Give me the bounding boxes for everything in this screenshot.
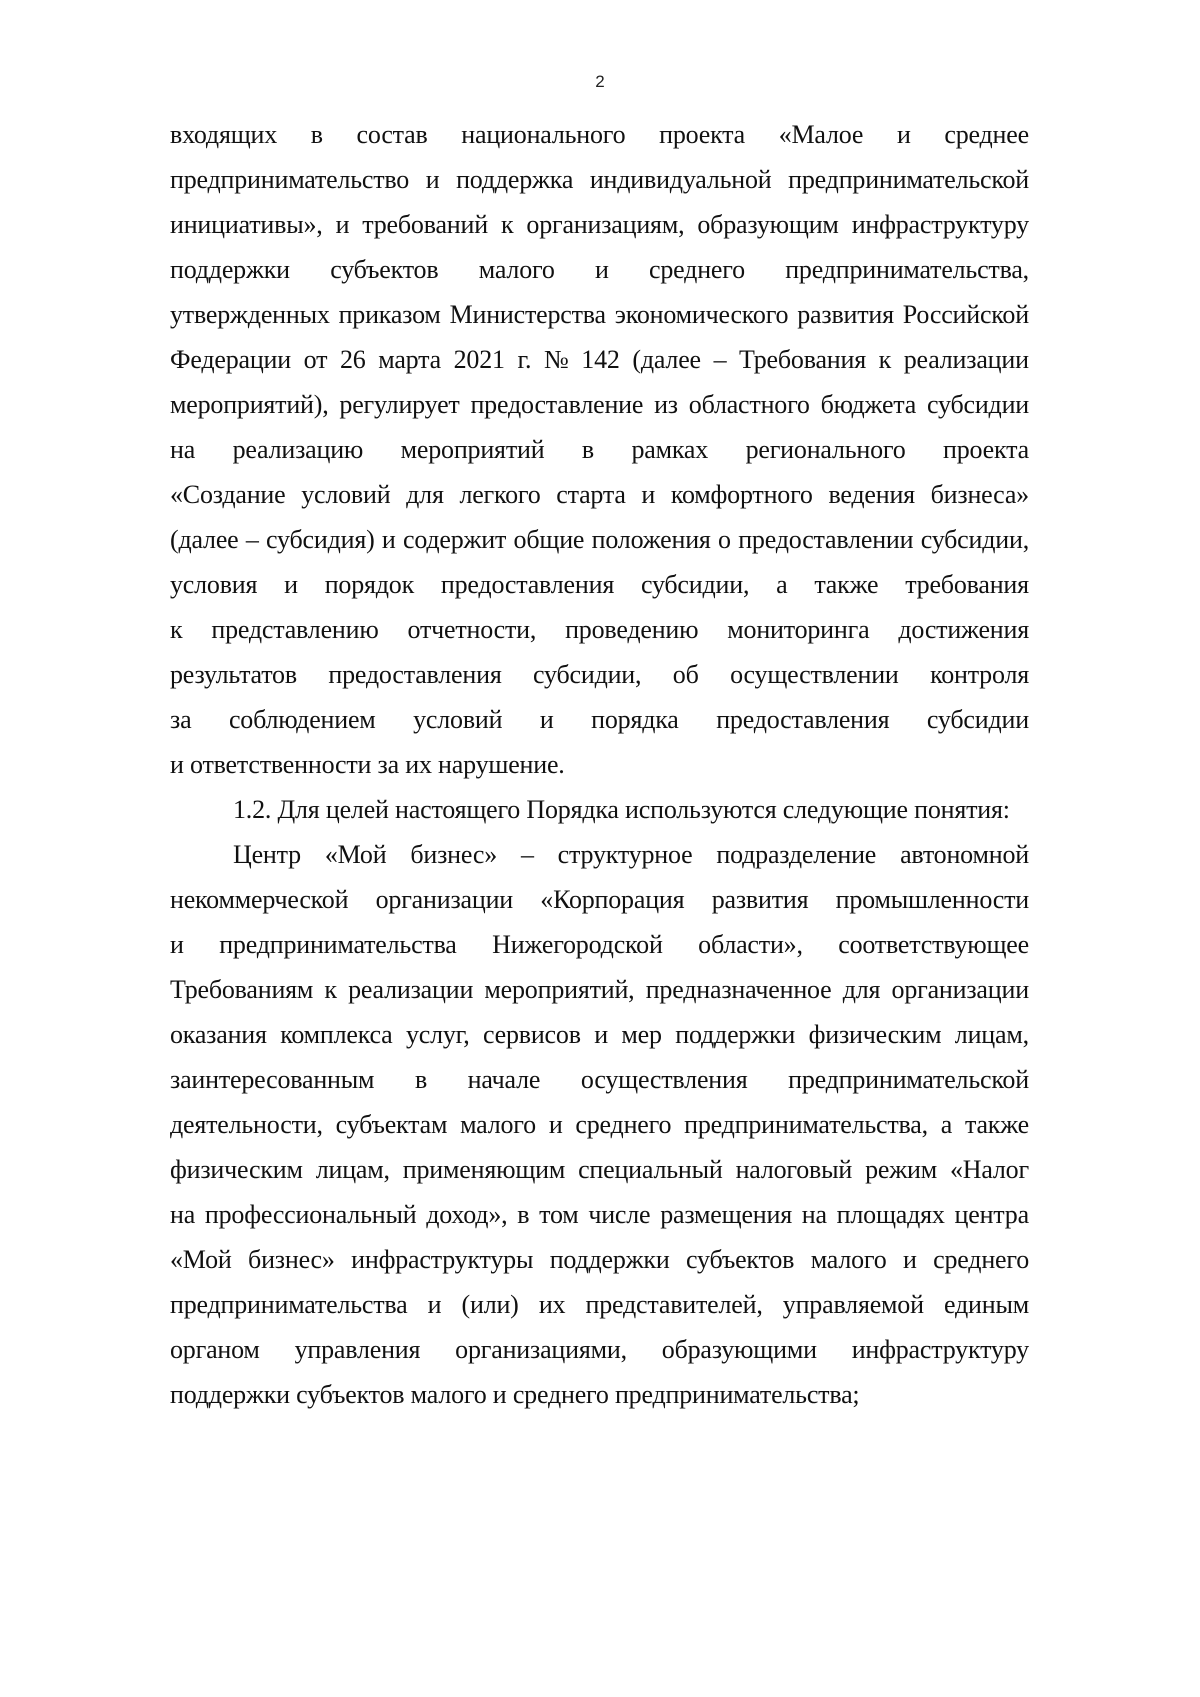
word: порядка bbox=[591, 705, 679, 734]
word: органом bbox=[170, 1335, 260, 1364]
text-line bbox=[170, 1151, 1029, 1196]
word: сервисов bbox=[482, 1020, 581, 1049]
word: поддержки bbox=[675, 1020, 796, 1049]
word: в bbox=[581, 435, 594, 464]
word: лицам, bbox=[315, 1155, 390, 1184]
word: и bbox=[425, 165, 440, 194]
word: реализацию bbox=[232, 435, 364, 464]
document-body bbox=[170, 116, 1029, 1421]
word: малого bbox=[478, 255, 555, 284]
word: марта bbox=[378, 345, 441, 374]
word: предпринимательства, bbox=[684, 1110, 928, 1139]
word: мониторинга bbox=[727, 615, 870, 644]
word: на bbox=[801, 1200, 827, 1229]
word: субъектов bbox=[686, 1245, 795, 1274]
text-line bbox=[170, 926, 1029, 971]
word: и bbox=[284, 570, 298, 599]
word: представителей, bbox=[585, 1290, 763, 1319]
word: «Малое bbox=[778, 120, 864, 149]
word: утвержденных bbox=[170, 300, 330, 329]
word: реализации bbox=[348, 975, 474, 1004]
text-line bbox=[170, 971, 1029, 1016]
word: контроля bbox=[930, 660, 1029, 689]
word: том bbox=[539, 1200, 579, 1229]
word: инициативы», bbox=[170, 210, 323, 239]
word: условий bbox=[413, 705, 503, 734]
word: легкого bbox=[459, 480, 541, 509]
text-line bbox=[170, 611, 1029, 656]
word: управляемой bbox=[782, 1290, 924, 1319]
word: Нижегородской bbox=[492, 930, 663, 959]
word: налоговый bbox=[735, 1155, 853, 1184]
word: их bbox=[538, 1290, 566, 1319]
word: физическим bbox=[808, 1020, 942, 1049]
word: достижения bbox=[898, 615, 1029, 644]
text-line bbox=[170, 566, 1029, 611]
word: Министерства bbox=[449, 300, 606, 329]
text-line: 1.2. Для целей настоящего Порядка используются следующие понятия: bbox=[233, 795, 1010, 824]
word: а bbox=[940, 1110, 953, 1139]
text-line bbox=[170, 656, 1029, 701]
word: заинтересованным bbox=[170, 1065, 375, 1094]
word: за bbox=[170, 705, 192, 734]
word: субсидии, bbox=[533, 660, 642, 689]
word: и bbox=[641, 480, 656, 509]
word: также bbox=[964, 1110, 1029, 1139]
word: общие bbox=[513, 525, 585, 554]
word: образующими bbox=[661, 1335, 817, 1364]
word: профессиональный bbox=[204, 1200, 417, 1229]
word: мер bbox=[621, 1020, 662, 1049]
word: индивидуальной bbox=[589, 165, 772, 194]
word: «Налог bbox=[949, 1155, 1029, 1184]
word: предпринимательской bbox=[788, 1065, 1029, 1094]
word: среднего bbox=[575, 1110, 672, 1139]
word: доход», bbox=[426, 1200, 508, 1229]
word: поддержки bbox=[170, 255, 290, 284]
word: Российской bbox=[902, 300, 1029, 329]
word: инфраструктуру bbox=[851, 1335, 1029, 1364]
word: развития bbox=[797, 300, 894, 329]
word: регионального bbox=[745, 435, 906, 464]
word: а bbox=[776, 570, 788, 599]
word: начале bbox=[467, 1065, 541, 1094]
word: применяющим bbox=[402, 1155, 566, 1184]
word: предпринимательства bbox=[219, 930, 457, 959]
word: мероприятий, bbox=[484, 975, 635, 1004]
word: инфраструктуру bbox=[851, 210, 1029, 239]
word: бизнес» bbox=[410, 840, 498, 869]
word: управления bbox=[294, 1335, 421, 1364]
word: предоставлении bbox=[738, 525, 914, 554]
word: субъектов bbox=[330, 255, 439, 284]
word: субсидии bbox=[926, 705, 1029, 734]
text-line bbox=[170, 881, 1029, 926]
word: (далее bbox=[170, 525, 239, 554]
text-line bbox=[170, 476, 1029, 521]
word: субсидия) bbox=[266, 525, 375, 554]
word: представлению bbox=[211, 615, 379, 644]
word: Центр bbox=[233, 840, 301, 869]
word: поддержки bbox=[549, 1245, 670, 1274]
text-line bbox=[170, 521, 1029, 566]
word: лицам, bbox=[954, 1020, 1029, 1049]
text-line bbox=[170, 701, 1029, 746]
word: предоставления bbox=[716, 705, 890, 734]
word: – bbox=[520, 840, 534, 869]
word: регулирует bbox=[339, 390, 460, 419]
word: среднего bbox=[649, 255, 745, 284]
word: для bbox=[842, 975, 881, 1004]
word: – bbox=[713, 345, 727, 374]
word: условия bbox=[170, 570, 258, 599]
word: организации bbox=[891, 975, 1029, 1004]
text-line bbox=[170, 1106, 1029, 1151]
word: центра bbox=[954, 1200, 1029, 1229]
word: и bbox=[427, 1290, 442, 1319]
word: Требованиям bbox=[170, 975, 314, 1004]
word: от bbox=[303, 345, 328, 374]
word: площадях bbox=[836, 1200, 945, 1229]
word: предпринимательства, bbox=[785, 255, 1029, 284]
word: ведения bbox=[828, 480, 915, 509]
word: предпринимательство bbox=[170, 165, 410, 194]
word: услуг, bbox=[405, 1020, 470, 1049]
word: к bbox=[878, 345, 892, 374]
word: субсидии, bbox=[640, 570, 750, 599]
word: развития bbox=[711, 885, 809, 914]
word: соответствующее bbox=[838, 930, 1029, 959]
word: «Создание bbox=[170, 480, 286, 509]
word: субъектам bbox=[335, 1110, 448, 1139]
word: предпринимательства bbox=[170, 1290, 408, 1319]
text-line bbox=[170, 116, 1029, 161]
word: автономной bbox=[900, 840, 1029, 869]
word: «Мой bbox=[170, 1245, 232, 1274]
text-line bbox=[170, 836, 1029, 881]
word: субсидии, bbox=[920, 525, 1029, 554]
word: – bbox=[245, 525, 259, 554]
word: предоставления bbox=[328, 660, 502, 689]
word: режим bbox=[865, 1155, 937, 1184]
word: и bbox=[594, 255, 609, 284]
word: образующим bbox=[697, 210, 839, 239]
word: проекта bbox=[943, 435, 1029, 464]
word: мероприятий bbox=[400, 435, 545, 464]
word: области», bbox=[698, 930, 803, 959]
word: к bbox=[170, 615, 183, 644]
word: размещения bbox=[660, 1200, 792, 1229]
word: бюджета bbox=[820, 390, 917, 419]
word: физическим bbox=[170, 1155, 303, 1184]
word: старта bbox=[556, 480, 626, 509]
word: содержит bbox=[402, 525, 507, 554]
word: в bbox=[310, 120, 323, 149]
word: экономического bbox=[614, 300, 789, 329]
text-line: поддержки субъектов малого и среднего предпринимательства; bbox=[170, 1380, 860, 1409]
word: областного bbox=[688, 390, 810, 419]
word: 142 bbox=[581, 345, 620, 374]
word: для bbox=[406, 480, 444, 509]
word: инфраструктуры bbox=[351, 1245, 534, 1274]
word: бизнеса» bbox=[930, 480, 1029, 509]
text-line bbox=[170, 1241, 1029, 1286]
text-line bbox=[170, 341, 1029, 386]
text-line bbox=[170, 1286, 1029, 1331]
word: промышленности bbox=[835, 885, 1029, 914]
word: входящих bbox=[170, 120, 278, 149]
word: организациями, bbox=[455, 1335, 627, 1364]
word: требования bbox=[905, 570, 1029, 599]
word: специальный bbox=[578, 1155, 723, 1184]
word: осуществления bbox=[580, 1065, 748, 1094]
word: отчетности, bbox=[407, 615, 537, 644]
text-line: и ответственности за их нарушение. bbox=[170, 750, 565, 779]
word: приказом bbox=[338, 300, 441, 329]
word: малого bbox=[810, 1245, 887, 1274]
word: и bbox=[594, 1020, 608, 1049]
word: об bbox=[672, 660, 699, 689]
word: на bbox=[170, 1200, 196, 1229]
word: (далее bbox=[632, 345, 701, 374]
word: оказания bbox=[170, 1020, 267, 1049]
text-line bbox=[170, 1196, 1029, 1241]
word: организациям, bbox=[526, 210, 685, 239]
word: осуществлении bbox=[730, 660, 899, 689]
word: и bbox=[170, 930, 184, 959]
word: Требования bbox=[739, 345, 866, 374]
word: рамках bbox=[631, 435, 709, 464]
word: мероприятий), bbox=[170, 390, 329, 419]
word: субсидии bbox=[927, 390, 1029, 419]
word: соблюдением bbox=[228, 705, 376, 734]
text-line bbox=[170, 1061, 1029, 1106]
word: единым bbox=[944, 1290, 1029, 1319]
word: из bbox=[654, 390, 678, 419]
word: предпринимательской bbox=[788, 165, 1029, 194]
word: г. bbox=[517, 345, 532, 374]
word: к bbox=[500, 210, 514, 239]
word: и bbox=[335, 210, 350, 239]
text-line bbox=[170, 206, 1029, 251]
word: проекта bbox=[659, 120, 746, 149]
word: реализации bbox=[903, 345, 1029, 374]
word: 26 bbox=[339, 345, 366, 374]
word: в bbox=[517, 1200, 530, 1229]
word: поддержка bbox=[456, 165, 574, 194]
word: национального bbox=[461, 120, 626, 149]
word: среднего bbox=[933, 1245, 1029, 1274]
word: условий bbox=[301, 480, 391, 509]
word: проведению bbox=[565, 615, 699, 644]
text-line bbox=[170, 251, 1029, 296]
text-line bbox=[170, 296, 1029, 341]
word: о bbox=[718, 525, 731, 554]
word: числе bbox=[588, 1200, 651, 1229]
word: № bbox=[544, 345, 569, 374]
word: комфортного bbox=[670, 480, 813, 509]
word: (или) bbox=[461, 1290, 519, 1319]
word: подразделение bbox=[716, 840, 877, 869]
word: предоставления bbox=[440, 570, 615, 599]
word: в bbox=[414, 1065, 428, 1094]
word: 2021 bbox=[453, 345, 505, 374]
word: малого bbox=[460, 1110, 536, 1139]
word: среднее bbox=[944, 120, 1029, 149]
word: порядок bbox=[324, 570, 415, 599]
word: на bbox=[170, 435, 196, 464]
word: положения bbox=[591, 525, 711, 554]
text-line bbox=[170, 161, 1029, 206]
text-line bbox=[170, 431, 1029, 476]
word: организации bbox=[375, 885, 513, 914]
word: состав bbox=[356, 120, 428, 149]
word: «Мой bbox=[324, 840, 387, 869]
word: и bbox=[902, 1245, 917, 1274]
word: требований bbox=[362, 210, 488, 239]
word: предоставление bbox=[470, 390, 644, 419]
page-number: 2 bbox=[595, 72, 605, 91]
word: и bbox=[896, 120, 911, 149]
word: также bbox=[814, 570, 879, 599]
word: результатов bbox=[170, 660, 297, 689]
text-line bbox=[170, 1331, 1029, 1376]
word: и bbox=[539, 705, 554, 734]
word: к bbox=[324, 975, 337, 1004]
word: Федерации bbox=[170, 345, 291, 374]
word: и bbox=[381, 525, 396, 554]
text-line bbox=[170, 1016, 1029, 1061]
word: комплекса bbox=[280, 1020, 393, 1049]
word: структурное bbox=[557, 840, 693, 869]
word: бизнес» bbox=[248, 1245, 335, 1274]
word: «Корпорация bbox=[540, 885, 685, 914]
text-line bbox=[170, 386, 1029, 431]
word: предназначенное bbox=[645, 975, 832, 1004]
word: деятельности, bbox=[170, 1110, 323, 1139]
word: некоммерческой bbox=[170, 885, 349, 914]
word: и bbox=[548, 1110, 563, 1139]
